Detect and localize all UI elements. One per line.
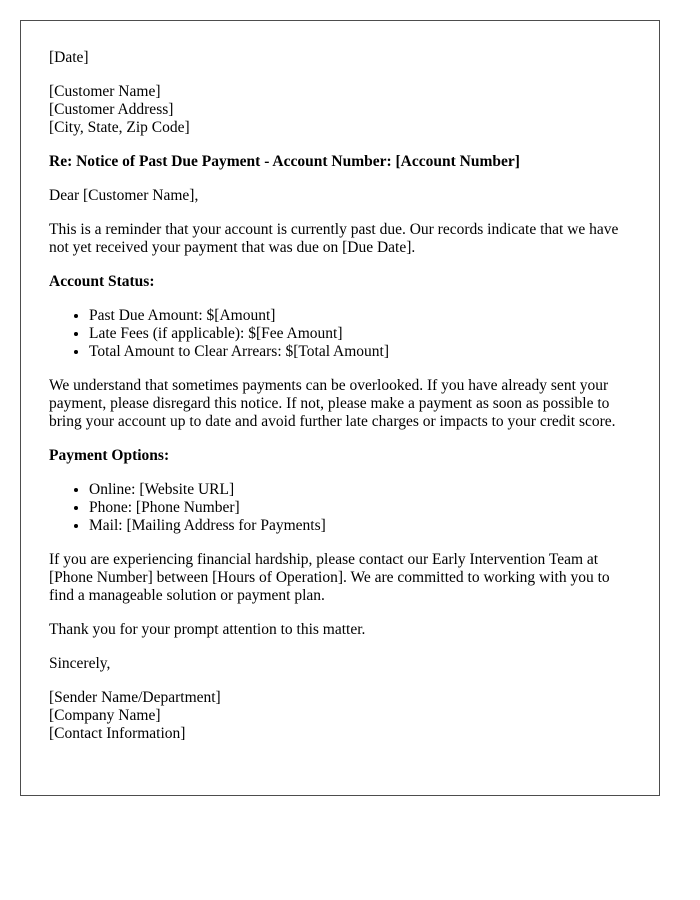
closing: Sincerely,: [49, 655, 111, 672]
salutation: Dear [Customer Name],: [49, 187, 199, 204]
thanks-paragraph: Thank you for your prompt attention to this matter.: [49, 621, 366, 638]
recipient-name: [Customer Name]: [49, 83, 161, 100]
payment-options-list: [49, 481, 631, 535]
intro-paragraph: This is a reminder that your account is currently past due. Our records indicate that we have not yet received your payment that was due on [Due Date].: [49, 221, 619, 256]
subject-line: Re: Notice of Past Due Payment - Account Number: [Account Number]: [49, 153, 520, 170]
list-item-mail: • Mail: [Mailing Address for Payments]: [89, 517, 631, 535]
sender-name-department: [Sender Name/Department]: [49, 689, 221, 706]
recipient-city-state-zip: [City, State, Zip Code]: [49, 119, 190, 136]
recipient-block: [49, 83, 631, 137]
sender-contact: [Contact Information]: [49, 725, 186, 742]
list-item-online: • Online: [Website URL]: [89, 481, 631, 499]
sender-block: [49, 689, 631, 743]
recipient-address: [Customer Address]: [49, 101, 174, 118]
hardship-paragraph: If you are experiencing financial hardship, please contact our Early Intervention Team at [Phone Number] between [Hours of Operation]. We are committed to working with you to find a manageable solution or payment plan.: [49, 551, 610, 604]
understanding-paragraph: We understand that sometimes payments can be overlooked. If you have already sent your payment, please disregard this notice. If not, please make a payment as soon as possible to bring your account up to date and avoid further late charges or impacts to your credit score.: [49, 377, 616, 430]
list-item-past-due-amount: • Past Due Amount: $[Amount]: [89, 307, 631, 325]
list-item-total-amount: • Total Amount to Clear Arrears: $[Total Amount]: [89, 343, 631, 361]
payment-options-heading: Payment Options:: [49, 447, 170, 464]
list-item-late-fees: • Late Fees (if applicable): $[Fee Amount]: [89, 325, 631, 343]
letter-page: [20, 20, 660, 796]
letter-date: [Date]: [49, 49, 89, 66]
sender-company: [Company Name]: [49, 707, 161, 724]
account-status-list: [49, 307, 631, 361]
list-item-phone: • Phone: [Phone Number]: [89, 499, 631, 517]
account-status-heading: Account Status:: [49, 273, 155, 290]
